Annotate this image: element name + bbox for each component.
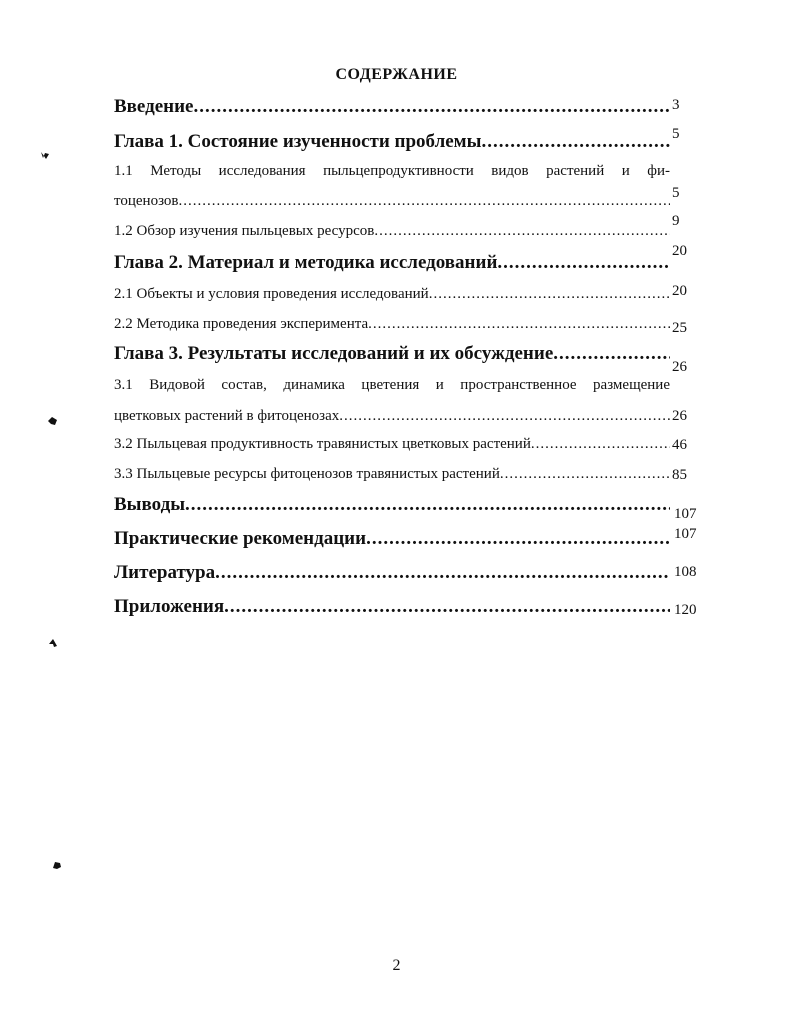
toc-page-number: 26: [672, 408, 687, 424]
toc-entry-3-3[interactable]: [114, 466, 670, 483]
toc-page-number: 5: [672, 126, 680, 142]
scan-speck-icon: [48, 416, 58, 426]
toc-page-number: 120: [674, 602, 697, 618]
toc-entry-label: Литература: [114, 562, 216, 583]
toc-entry-label: Глава 3. Результаты исследований и их обсуждение: [114, 343, 554, 364]
toc-title: СОДЕРЖАНИЕ: [335, 66, 458, 83]
toc-entry-2-1[interactable]: [114, 286, 670, 303]
toc-entry-label: 2.2 Методика проведения эксперимента: [114, 316, 369, 332]
toc-entry-literature[interactable]: [114, 562, 670, 584]
toc-entry-3-2[interactable]: [114, 436, 670, 453]
toc-entry-chapter-3[interactable]: [114, 343, 670, 365]
toc-entry-label: тоценозов: [114, 193, 179, 209]
toc-page-number: 46: [672, 437, 687, 453]
leader-dots: [481, 131, 670, 153]
toc-page-number: 9: [672, 213, 680, 229]
leader-dots: [366, 528, 670, 550]
toc-entry-chapter-1[interactable]: [114, 131, 670, 153]
toc-entry-label: 3.3 Пыльцевые ресурсы фитоценозов травянистых растений: [114, 466, 500, 482]
scan-speck-icon: [52, 860, 62, 870]
leader-dots: [215, 562, 670, 584]
scan-speck-icon: [40, 150, 50, 160]
toc-entry-label: Практические рекомендации: [114, 528, 367, 549]
toc-entry-1-1[interactable]: [114, 193, 670, 210]
leader-dots: [500, 466, 670, 483]
page-number: 2: [392, 957, 401, 974]
toc-page-number: 108: [674, 564, 697, 580]
leader-dots: [179, 193, 671, 210]
toc-entry-label: Введение: [114, 96, 194, 117]
leader-dots: [194, 96, 671, 118]
toc-page-number: 5: [672, 185, 680, 201]
toc-page-number: 26: [672, 359, 687, 375]
toc-entry-label: 3.2 Пыльцевая продуктивность травянистых цветковых растений: [114, 436, 531, 452]
leader-dots: [429, 286, 670, 303]
toc-entry-appendices[interactable]: [114, 596, 670, 618]
leader-dots: [185, 494, 670, 516]
toc-page-number: 107: [674, 506, 697, 522]
toc-entry-intro[interactable]: [114, 96, 670, 118]
scan-speck-icon: [48, 638, 58, 648]
toc-entry-label: 1.2 Обзор изучения пыльцевых ресурсов: [114, 223, 375, 239]
toc-entry-recommendations[interactable]: [114, 528, 670, 550]
toc-entry-label: Приложения: [114, 596, 225, 617]
toc-entry-2-2[interactable]: [114, 316, 670, 333]
toc-page-number: 20: [672, 283, 687, 299]
toc-entry-3-1[interactable]: [114, 408, 670, 425]
toc-entry-label: 2.1 Объекты и условия проведения исследований: [114, 286, 429, 302]
leader-dots: [497, 252, 670, 274]
leader-dots: [339, 408, 670, 425]
toc-entry-label: Глава 2. Материал и методика исследований: [114, 252, 498, 273]
toc-entry-chapter-2[interactable]: [114, 252, 670, 274]
toc-page-number: 20: [672, 243, 687, 259]
toc-entry-3-1-line1: 3.1 Видовой состав, динамика цветения и пространственное размещение: [114, 377, 670, 393]
leader-dots: [553, 343, 670, 365]
toc-entry-label: Выводы: [114, 494, 186, 515]
toc-entry-label: цветковых растений в фитоценозах: [114, 408, 340, 424]
leader-dots: [374, 223, 670, 240]
toc-page-number: 85: [672, 467, 687, 483]
leader-dots: [368, 316, 670, 333]
toc-entry-1-1-line1: 1.1 Методы исследования пыльцепродуктивности видов растений и фи-: [114, 163, 670, 179]
toc-page-number: 3: [672, 97, 680, 113]
leader-dots: [531, 436, 670, 453]
toc-entry-label: Глава 1. Состояние изученности проблемы: [114, 131, 482, 152]
leader-dots: [224, 596, 670, 618]
toc-page-number: 25: [672, 320, 687, 336]
toc-entry-1-2[interactable]: [114, 223, 670, 240]
toc-page-number: 107: [674, 526, 697, 542]
toc-entry-conclusions[interactable]: [114, 494, 670, 516]
